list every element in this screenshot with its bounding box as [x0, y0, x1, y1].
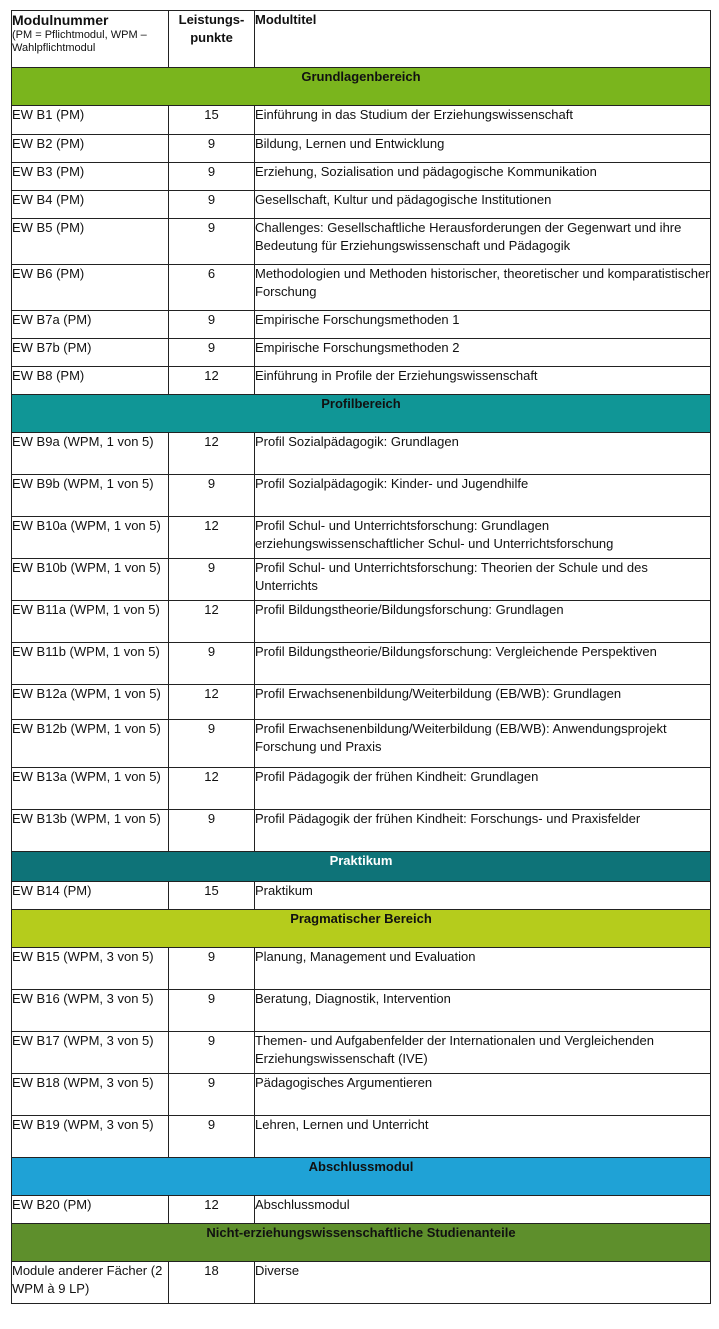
- section-title: Grundlagenbereich: [12, 68, 711, 106]
- module-row: [12, 106, 711, 135]
- module-title: Profil Bildungstheorie/Bildungsforschung: Grundlagen: [255, 601, 711, 643]
- module-number: EW B10b (WPM, 1 von 5): [12, 559, 169, 601]
- module-title: Diverse: [255, 1262, 711, 1304]
- module-number: EW B9a (WPM, 1 von 5): [12, 433, 169, 475]
- module-title: Einführung in das Studium der Erziehungswissenschaft: [255, 106, 711, 135]
- module-row: [12, 191, 711, 219]
- module-row: [12, 1262, 711, 1304]
- module-number: EW B20 (PM): [12, 1196, 169, 1224]
- module-number: EW B11a (WPM, 1 von 5): [12, 601, 169, 643]
- module-credits: 15: [169, 106, 255, 135]
- module-credits: 9: [169, 219, 255, 265]
- module-number: EW B5 (PM): [12, 219, 169, 265]
- section-row: [12, 1158, 711, 1196]
- module-row: [12, 559, 711, 601]
- module-credits: 12: [169, 685, 255, 720]
- header-modulnummer: [12, 11, 169, 68]
- module-credits: 12: [169, 367, 255, 395]
- module-number: EW B12a (WPM, 1 von 5): [12, 685, 169, 720]
- module-number: EW B17 (WPM, 3 von 5): [12, 1032, 169, 1074]
- module-number: EW B2 (PM): [12, 135, 169, 163]
- module-title: Bildung, Lernen und Entwicklung: [255, 135, 711, 163]
- module-row: [12, 990, 711, 1032]
- module-number: EW B15 (WPM, 3 von 5): [12, 948, 169, 990]
- module-row: [12, 810, 711, 852]
- module-row: [12, 433, 711, 475]
- module-number: EW B8 (PM): [12, 367, 169, 395]
- module-number: EW B14 (PM): [12, 882, 169, 910]
- module-title: Praktikum: [255, 882, 711, 910]
- header-leistungspunkte: Leistungs-punkte: [169, 11, 255, 68]
- module-credits: 12: [169, 768, 255, 810]
- module-credits: 6: [169, 265, 255, 311]
- module-credits: 9: [169, 163, 255, 191]
- module-row: [12, 720, 711, 768]
- module-title: Challenges: Gesellschaftliche Herausforderungen der Gegenwart und ihre Bedeutung für Erziehungswissenschaft und Pädagogik: [255, 219, 711, 265]
- module-row: [12, 1116, 711, 1158]
- module-credits: 9: [169, 475, 255, 517]
- module-row: [12, 601, 711, 643]
- module-credits: 9: [169, 643, 255, 685]
- module-credits: 9: [169, 810, 255, 852]
- module-title: Empirische Forschungsmethoden 2: [255, 339, 711, 367]
- module-title: Profil Pädagogik der frühen Kindheit: Grundlagen: [255, 768, 711, 810]
- section-title: Nicht-erziehungswissenschaftliche Studienanteile: [12, 1224, 711, 1262]
- module-number: EW B13b (WPM, 1 von 5): [12, 810, 169, 852]
- module-credits: 9: [169, 1074, 255, 1116]
- module-row: [12, 367, 711, 395]
- header-modulnummer-title: Modulnummer: [12, 12, 109, 28]
- module-row: [12, 219, 711, 265]
- module-title: Profil Schul- und Unterrichtsforschung: Theorien der Schule und des Unterrichts: [255, 559, 711, 601]
- module-row: [12, 339, 711, 367]
- module-row: [12, 311, 711, 339]
- module-row: [12, 643, 711, 685]
- module-title: Pädagogisches Argumentieren: [255, 1074, 711, 1116]
- section-row: [12, 852, 711, 882]
- section-title: Profilbereich: [12, 395, 711, 433]
- module-title: Profil Pädagogik der frühen Kindheit: Forschungs- und Praxisfelder: [255, 810, 711, 852]
- section-title: Praktikum: [12, 852, 711, 882]
- module-number: EW B4 (PM): [12, 191, 169, 219]
- module-number: EW B6 (PM): [12, 265, 169, 311]
- module-title: Empirische Forschungsmethoden 1: [255, 311, 711, 339]
- module-row: [12, 163, 711, 191]
- module-title: Profil Sozialpädagogik: Kinder- und Jugendhilfe: [255, 475, 711, 517]
- section-title: Pragmatischer Bereich: [12, 910, 711, 948]
- module-title: Profil Sozialpädagogik: Grundlagen: [255, 433, 711, 475]
- module-credits: 12: [169, 517, 255, 559]
- module-row: [12, 1074, 711, 1116]
- module-title: Planung, Management und Evaluation: [255, 948, 711, 990]
- module-row: [12, 948, 711, 990]
- module-credits: 9: [169, 191, 255, 219]
- section-title: Abschlussmodul: [12, 1158, 711, 1196]
- module-credits: 18: [169, 1262, 255, 1304]
- module-number: EW B7b (PM): [12, 339, 169, 367]
- header-modultitel: Modultitel: [255, 11, 711, 68]
- section-row: [12, 68, 711, 106]
- module-number: EW B16 (WPM, 3 von 5): [12, 990, 169, 1032]
- module-row: [12, 517, 711, 559]
- module-number: EW B1 (PM): [12, 106, 169, 135]
- module-row: [12, 135, 711, 163]
- module-credits: 9: [169, 1032, 255, 1074]
- module-number: EW B12b (WPM, 1 von 5): [12, 720, 169, 768]
- module-row: [12, 1196, 711, 1224]
- module-row: [12, 265, 711, 311]
- module-title: Profil Schul- und Unterrichtsforschung: Grundlagen erziehungswissenschaftlicher Schul- und Unterrichtsforschung: [255, 517, 711, 559]
- module-row: [12, 685, 711, 720]
- module-title: Erziehung, Sozialisation und pädagogische Kommunikation: [255, 163, 711, 191]
- module-credits: 12: [169, 1196, 255, 1224]
- section-row: [12, 1224, 711, 1262]
- module-table-body: [12, 11, 711, 1304]
- header-row: [12, 11, 711, 68]
- module-credits: 9: [169, 559, 255, 601]
- section-row: [12, 910, 711, 948]
- module-number: EW B18 (WPM, 3 von 5): [12, 1074, 169, 1116]
- module-credits: 12: [169, 433, 255, 475]
- module-title: Lehren, Lernen und Unterricht: [255, 1116, 711, 1158]
- module-row: [12, 768, 711, 810]
- module-number: EW B19 (WPM, 3 von 5): [12, 1116, 169, 1158]
- module-number: EW B11b (WPM, 1 von 5): [12, 643, 169, 685]
- module-credits: 9: [169, 990, 255, 1032]
- module-credits: 15: [169, 882, 255, 910]
- module-number: EW B9b (WPM, 1 von 5): [12, 475, 169, 517]
- module-title: Abschlussmodul: [255, 1196, 711, 1224]
- module-title: Profil Erwachsenenbildung/Weiterbildung (EB/WB): Grundlagen: [255, 685, 711, 720]
- module-title: Profil Bildungstheorie/Bildungsforschung: Vergleichende Perspektiven: [255, 643, 711, 685]
- module-credits: 9: [169, 720, 255, 768]
- module-credits: 12: [169, 601, 255, 643]
- module-number: EW B10a (WPM, 1 von 5): [12, 517, 169, 559]
- module-title: Einführung in Profile der Erziehungswissenschaft: [255, 367, 711, 395]
- module-number: EW B7a (PM): [12, 311, 169, 339]
- module-credits: 9: [169, 1116, 255, 1158]
- module-title: Gesellschaft, Kultur und pädagogische Institutionen: [255, 191, 711, 219]
- module-title: Profil Erwachsenenbildung/Weiterbildung (EB/WB): Anwendungsprojekt Forschung und Praxis: [255, 720, 711, 768]
- module-credits: 9: [169, 948, 255, 990]
- module-credits: 9: [169, 135, 255, 163]
- header-modulnummer-note: (PM = Pflichtmodul, WPM – Wahlpflichtmodul: [12, 29, 147, 54]
- module-row: [12, 475, 711, 517]
- module-row: [12, 1032, 711, 1074]
- module-table: [11, 10, 711, 1304]
- module-number: EW B3 (PM): [12, 163, 169, 191]
- module-title: Beratung, Diagnostik, Intervention: [255, 990, 711, 1032]
- module-title: Methodologien und Methoden historischer, theoretischer und komparatistischer Forschung: [255, 265, 711, 311]
- module-credits: 9: [169, 311, 255, 339]
- module-title: Themen- und Aufgabenfelder der Internationalen und Vergleichenden Erziehungswissenschaft (IVE): [255, 1032, 711, 1074]
- section-row: [12, 395, 711, 433]
- module-number: EW B13a (WPM, 1 von 5): [12, 768, 169, 810]
- module-number: Module anderer Fächer (2 WPM à 9 LP): [12, 1262, 169, 1304]
- module-row: [12, 882, 711, 910]
- module-credits: 9: [169, 339, 255, 367]
